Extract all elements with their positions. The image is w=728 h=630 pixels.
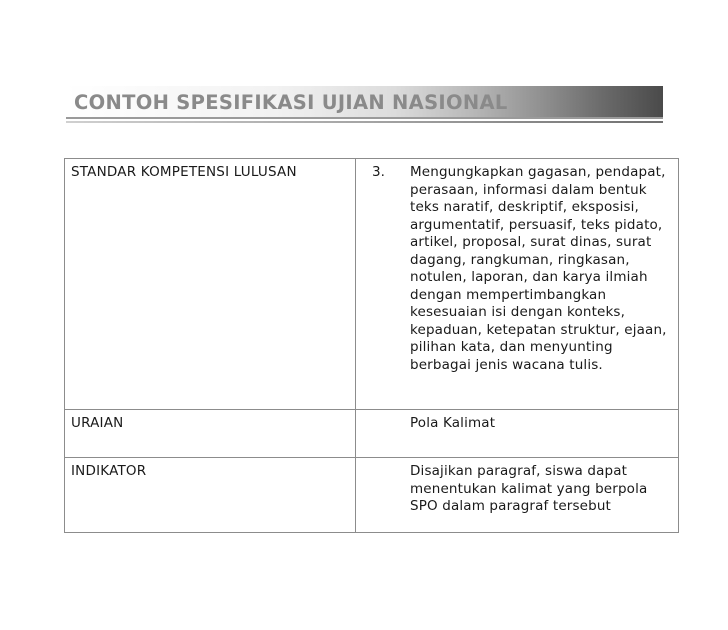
title-banner (66, 86, 663, 119)
row-number (356, 463, 410, 516)
row-number: 3. (372, 164, 385, 180)
row-value-cell (356, 410, 679, 458)
row-label: STANDAR KOMPETENSI LULUSAN (65, 159, 356, 410)
specification-table (64, 158, 679, 533)
page-title: CONTOH SPESIFIKASI UJIAN NASIONAL (74, 91, 508, 114)
row-value-cell (356, 458, 679, 533)
row-number (356, 415, 410, 433)
table-row-standar (65, 159, 679, 410)
table-row-indikator (65, 458, 679, 533)
title-underline (66, 121, 663, 123)
row-label: URAIAN (65, 410, 356, 458)
row-label: INDIKATOR (65, 458, 356, 533)
row-value: Disajikan paragraf, siswa dapat menentukan kalimat yang berpola SPO dalam paragraf tersebut (410, 463, 648, 514)
row-value: Mengungkapkan gagasan, pendapat, perasaan, informasi dalam bentuk teks naratif, deskriptif, eksposisi, argumentatif, persuasif, teks pidato, artikel, proposal, surat dinas, surat dagang, rangkuman, ringkasan, notulen, laporan, dan karya ilmiah dengan mempertimbangkan kesesuaian isi dengan konteks, kepaduan, ketepatan struktur, ejaan, pilihan kata, dan menyunting berbagai jenis wacana tulis. (410, 164, 667, 373)
row-value: Pola Kalimat (410, 415, 496, 431)
table-row-uraian (65, 410, 679, 458)
row-value-cell (356, 159, 679, 410)
